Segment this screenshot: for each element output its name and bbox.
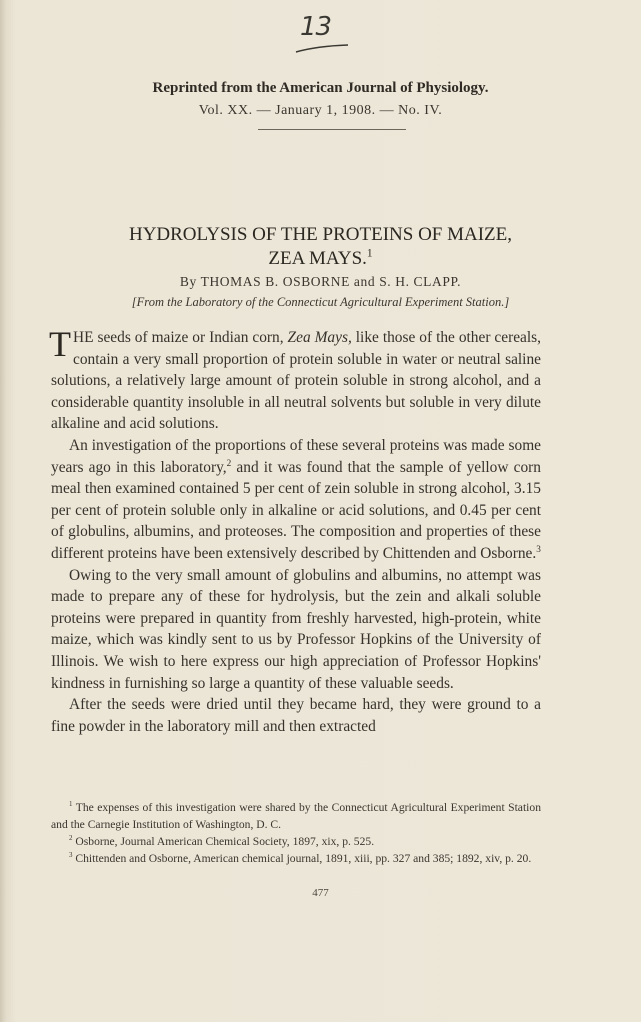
footnote-1 [51, 799, 541, 833]
title-line-2 [40, 247, 601, 271]
p2-text-a: An investigation of the proportions of these several proteins was made some years ago in this laboratory, [51, 436, 541, 476]
title-line-2-text: ZEA MAYS. [268, 248, 367, 269]
handwritten-number: 13 [300, 12, 332, 42]
title-line-1: HYDROLYSIS OF THE PROTEINS OF MAIZE, [128, 224, 513, 245]
p2-ref-3: 3 [536, 543, 541, 554]
header-rule [258, 129, 406, 130]
reprint-line: Reprinted from the American Journal of Physiology. [152, 80, 489, 96]
footnote-3-text: Chittenden and Osborne, American chemical journal, 1891, xiii, pp. 327 and 385; 1892, xiv, p. 20. [75, 852, 532, 865]
from-line [0, 295, 641, 310]
footnote-2-mark: 2 [69, 834, 73, 843]
p1-species: Zea Mays, [287, 329, 352, 346]
handwritten-page-mark [292, 6, 352, 58]
page-number: 477 [312, 887, 329, 899]
footnote-2-text: Osborne, Journal American Chemical Society, 1897, xix, p. 525. [75, 835, 375, 848]
volume-line: Vol. XX. — January 1, 1908. — No. IV. [198, 103, 443, 118]
p1-text-b: like those of the other cereals, contain a very small proportion of protein soluble in water or neutral saline solutions, a relatively large amount of protein soluble in strong alcohol, and a considerable quantity insoluble in all neutral solvents but soluble in very dilute alkaline and acid solutions. [51, 329, 541, 433]
paragraph-3: Owing to the very small amount of globulins and albumins, no attempt was made to prepare any of these for hydrolysis, but the zein and alkali soluble proteins were prepared in quantity from freshly harvested, high-protein, white maize, which was kindly sent to us by Professor Hopkins of the University of Illinois. We wish to here express our high appreciation of Professor Hopkins' kindness in furnishing so large a quantity of these valuable seeds. [51, 566, 541, 692]
from-line-text: [From the Laboratory of the Connecticut Agricultural Experiment Station.] [131, 295, 510, 309]
footnote-2 [51, 833, 541, 850]
footnote-3-mark: 3 [69, 851, 73, 860]
article-title [40, 223, 601, 271]
p2-text-b: and it was found that the sample of yellow corn meal then examined contained 5 per cent of zein soluble in strong alcohol, 3.15 per cent of protein soluble only in alkaline or acid solutions, and 0.45 per cent of globulins, albumins, and proteoses. The composition and properties of these different proteins have been extensively described by Chittenden and Osborne. [51, 458, 542, 562]
handwritten-underline-icon [292, 42, 352, 56]
footnotes [51, 799, 541, 867]
paragraph-1 [49, 324, 541, 435]
paragraph-4: After the seeds were dried until they became hard, they were ground to a fine powder in the laboratory mill and then extracted [51, 696, 541, 735]
drop-cap: T [49, 324, 71, 364]
article-body [49, 324, 542, 737]
footnote-1-text: The expenses of this investigation were shared by the Connecticut Agricultural Experiment Station and the Carnegie Institution of Washington, D. C. [51, 801, 541, 831]
byline: By THOMAS B. OSBORNE and S. H. CLAPP. [179, 274, 462, 289]
footnote-1-mark: 1 [69, 800, 73, 809]
p2-ref-2: 2 [226, 457, 232, 468]
footnote-3 [51, 850, 541, 867]
p1-text-a: HE seeds of maize or Indian corn, [73, 329, 288, 346]
title-footnote-mark: 1 [366, 247, 373, 260]
paragraph-2 [51, 435, 541, 565]
